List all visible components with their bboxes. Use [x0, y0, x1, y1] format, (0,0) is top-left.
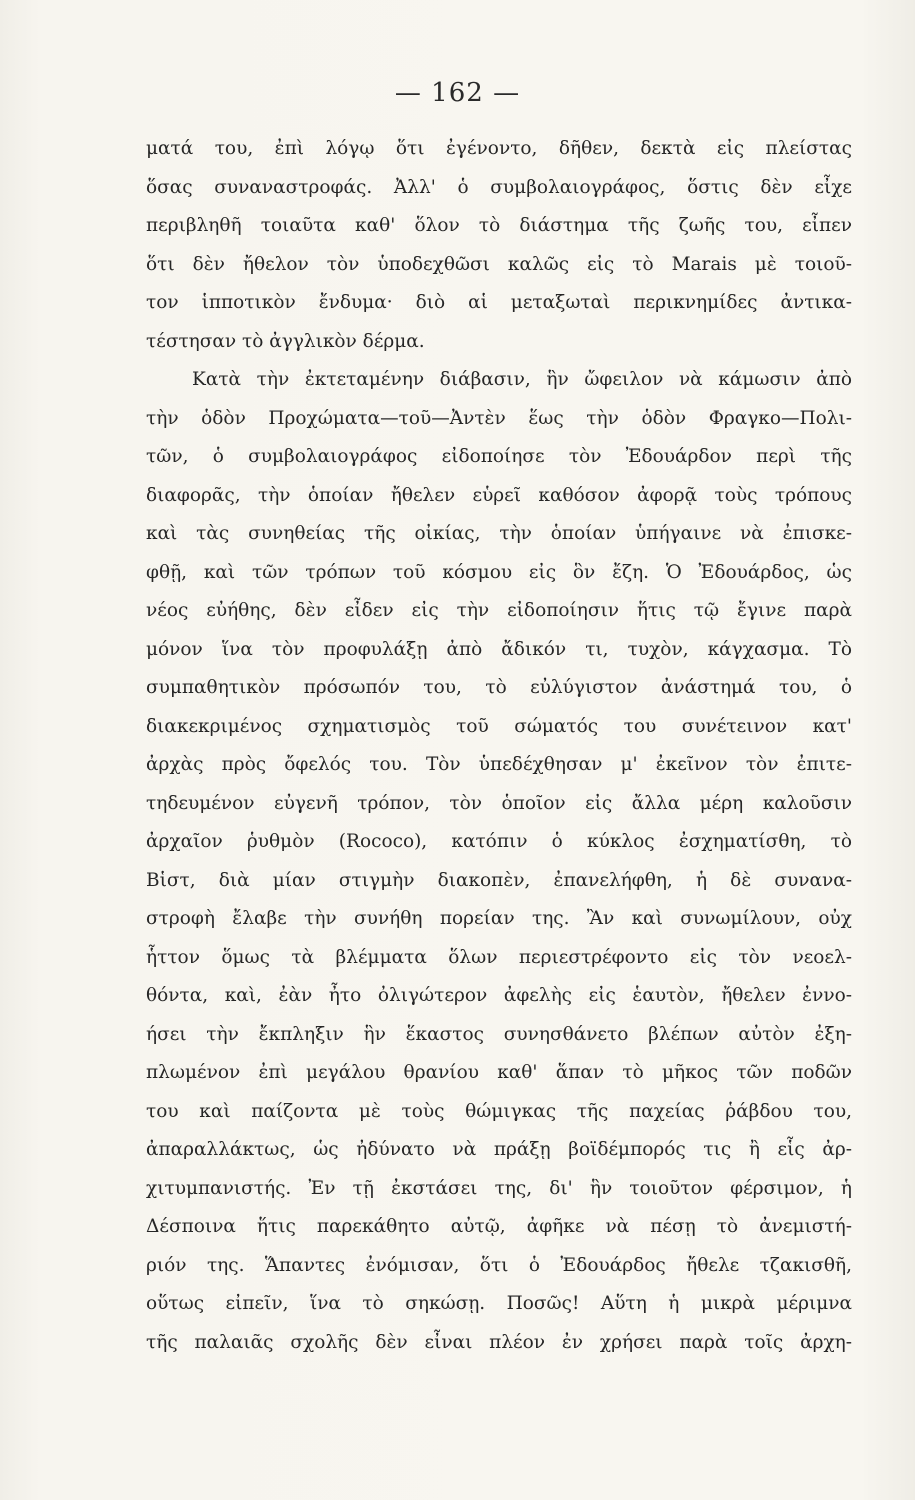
- text-line: του καὶ παίζοντα μὲ τοὺς θώμιγκας τῆς παχείας ῥάβδου του,: [146, 1100, 852, 1122]
- text-line: στροφὴ ἔλαβε τὴν συνήθη πορείαν της. Ἂν καὶ συνωμίλουν, οὐχ: [146, 908, 852, 929]
- text-line: νέος εὐήθης, δὲν εἶδεν εἰς τὴν εἰδοποίησιν ἥτις τῷ ἔγινε παρὰ: [146, 600, 852, 621]
- text-line: ἀρχαῖον ῥυθμὸν (Rococo), κατόπιν ὁ κύκλος ἐσχηματίσθη, τὸ: [146, 831, 852, 852]
- text-line: διαφορᾶς, τὴν ὁποίαν ἤθελεν εὑρεῖ καθόσον ἀφορᾷ τοὺς τρόπους: [146, 484, 852, 506]
- text-line: διακεκριμένος σχηματισμὸς τοῦ σώματός του συνέτεινον κατ': [146, 715, 852, 737]
- text-line: τὴν ὁδὸν Προχώματα—τοῦ—Ἀντὲν ἕως τὴν ὁδὸν Φραγκο—Πολι-: [146, 407, 852, 429]
- text-line: τῆς παλαιᾶς σχολῆς δὲν εἶναι πλέον ἐν χρήσει παρὰ τοῖς ἀρχη-: [146, 1331, 852, 1353]
- text-line: οὕτως εἰπεῖν, ἵνα τὸ σηκώσῃ. Ποσῶς! Αὕτη ἡ μικρὰ μέριμνα: [146, 1293, 852, 1314]
- page-number: — 162 —: [394, 78, 521, 108]
- text-line: χιτυμπανιστής. Ἐν τῇ ἐκστάσει της, δι' ἣν τοιοῦτον φέρσιμον, ἡ: [146, 1177, 852, 1199]
- text-line: Δέσποινα ἥτις παρεκάθητο αὐτῷ, ἀφῆκε νὰ πέσῃ τὸ ἀνεμιστή-: [146, 1216, 852, 1237]
- text-line: Βἱστ, διὰ μίαν στιγμὴν διακοπὲν, ἐπανελήφθη, ἡ δὲ συνανα-: [146, 869, 852, 891]
- text-line: τῶν, ὁ συμβολαιογράφος εἰδοποίησε τὸν Ἐδουάρδον περὶ τῆς: [146, 446, 852, 467]
- text-line: πλωμένον ἐπὶ μεγάλου θρανίου καθ' ἅπαν τὸ μῆκος τῶν ποδῶν: [146, 1062, 852, 1083]
- body-text: [146, 130, 852, 1362]
- text-line: Κατὰ τὴν ἐκτεταμένην διάβασιν, ἣν ὤφειλον νὰ κάμωσιν ἀπὸ: [192, 369, 852, 390]
- text-line: ὅσας συναναστροφάς. Ἀλλ' ὁ συμβολαιογράφος, ὅστις δὲν εἶχε: [146, 176, 852, 198]
- text-line: μόνον ἵνα τὸν προφυλάξῃ ἀπὸ ἄδικόν τι, τυχὸν, κάγχασμα. Τὸ: [146, 638, 852, 660]
- text-line: τηδευμένον εὐγενῆ τρόπον, τὸν ὁποῖον εἰς ἄλλα μέρη καλοῦσιν: [146, 792, 852, 814]
- text-line: τον ἱπποτικὸν ἔνδυμα· διὸ αἱ μεταξωταὶ περικνημίδες ἀντικα-: [146, 292, 852, 313]
- text-line: καὶ τὰς συνηθείας τῆς οἰκίας, τὴν ὁποίαν ὑπήγαινε νὰ ἐπισκε-: [146, 523, 852, 544]
- text-line: θόντα, καὶ, ἐὰν ἦτο ὀλιγώτερον ἀφελὴς εἰς ἑαυτὸν, ἤθελεν ἐννο-: [146, 985, 852, 1006]
- text-line: περιβληθῆ τοιαῦτα καθ' ὅλον τὸ διάστημα τῆς ζωῆς του, εἶπεν: [146, 215, 852, 236]
- text-line: ἀρχὰς πρὸς ὄφελός του. Τὸν ὑπεδέχθησαν μ' ἐκεῖνον τὸν ἐπιτε-: [146, 754, 852, 775]
- text-line: τέστησαν τὸ ἀγγλικὸν δέρμα.: [146, 330, 425, 352]
- text-line: ματά του, ἐπὶ λόγῳ ὅτι ἐγένοντο, δῆθεν, δεκτὰ εἰς πλείστας: [146, 138, 852, 159]
- text-line: ριόν της. Ἅπαντες ἐνόμισαν, ὅτι ὁ Ἐδουάρδος ἤθελε τζακισθῆ,: [146, 1254, 852, 1276]
- text-line: ὅτι δὲν ἤθελον τὸν ὑποδεχθῶσι καλῶς εἰς τὸ Marais μὲ τοιοῦ-: [146, 253, 852, 275]
- text-line: ἀπαραλλάκτως, ὡς ἠδύνατο νὰ πράξῃ βοϊδέμπορός τις ἢ εἷς ἀρ-: [146, 1139, 852, 1160]
- text-line: ήσει τὴν ἔκπληξιν ἣν ἕκαστος συνησθάνετο βλέπων αὐτὸν ἐξη-: [146, 1023, 852, 1045]
- text-line: συμπαθητικὸν πρόσωπόν του, τὸ εὐλύγιστον ἀνάστημά του, ὁ: [146, 677, 852, 698]
- text-line: φθῇ, καὶ τῶν τρόπων τοῦ κόσμου εἰς ὃν ἔζη. Ὁ Ἐδουάρδος, ὡς: [146, 561, 852, 583]
- text-line: ἧττον ὅμως τὰ βλέμματα ὅλων περιεστρέφοντο εἰς τὸν νεοελ-: [146, 946, 852, 968]
